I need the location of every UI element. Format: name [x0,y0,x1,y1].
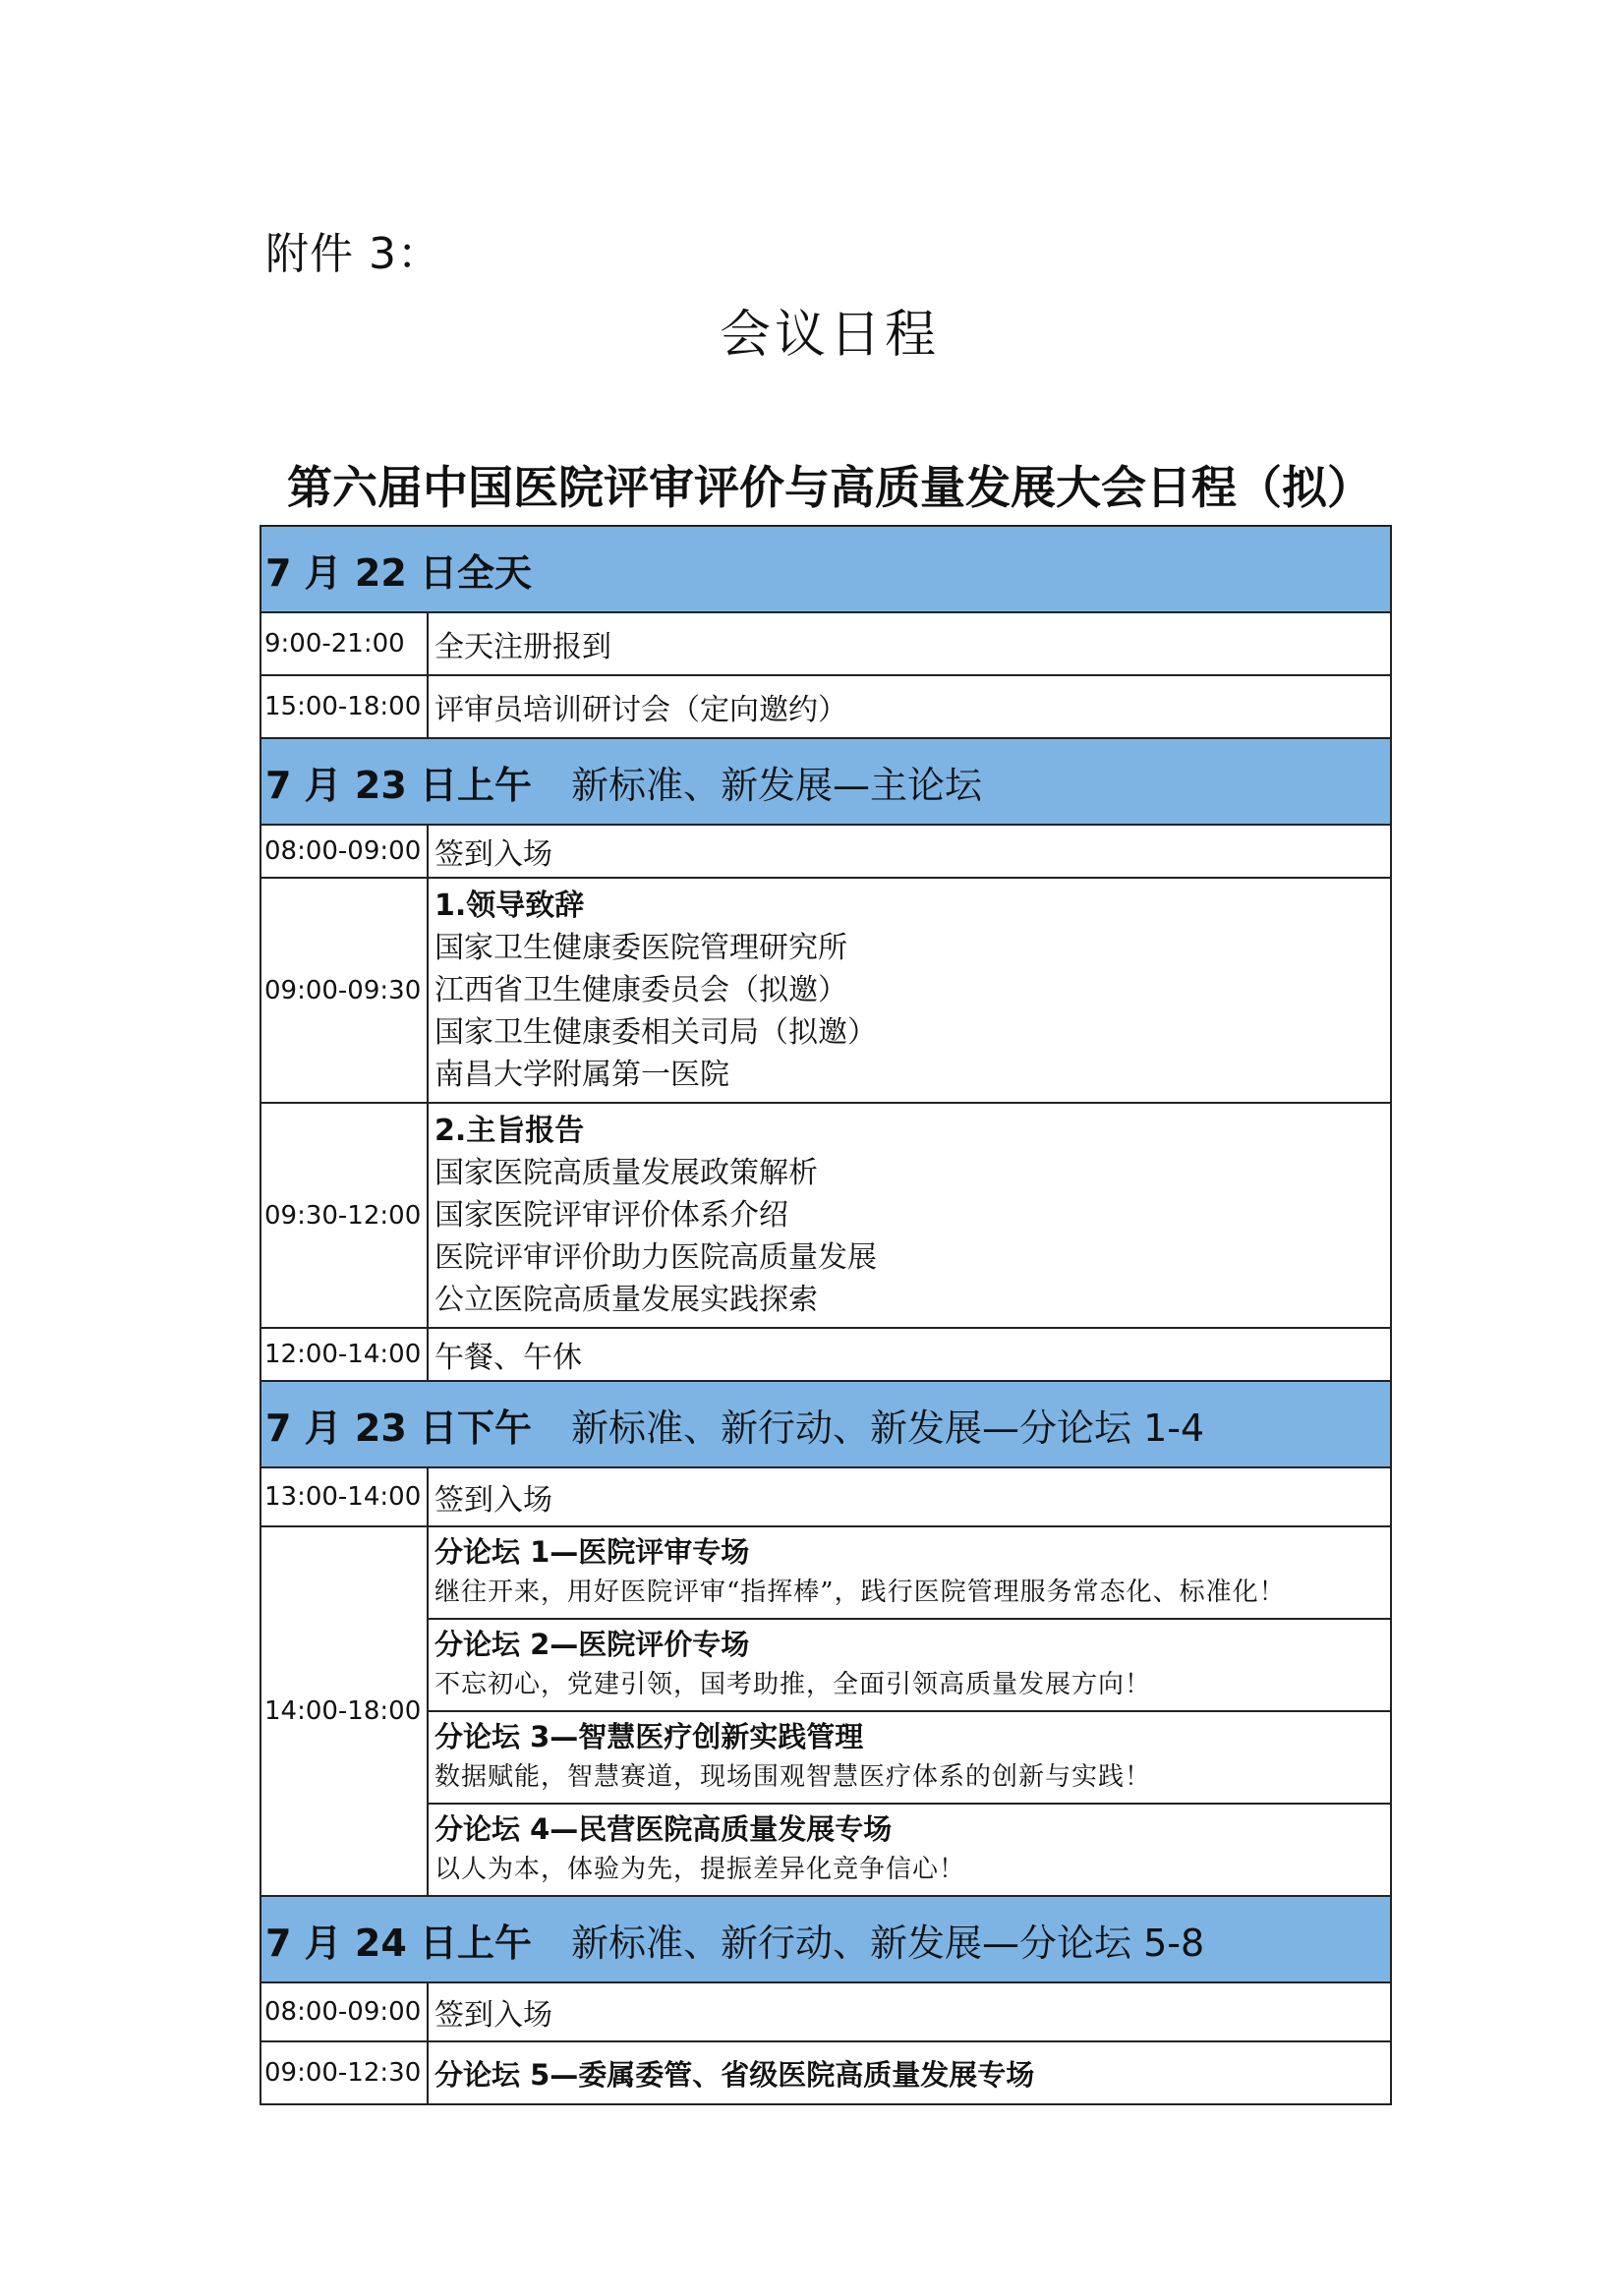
desc-cell: 全天注册报到 [428,612,1391,675]
desc-cell [428,1103,1391,1328]
forum-desc: 继往开来，用好医院评审“指挥棒”，践行医院管理服务常态化、标准化！ [434,1578,1286,1607]
table-row [260,675,1391,738]
desc-cell: 签到入场 [428,825,1391,878]
section-header-jul23-pm [260,1381,1391,1467]
desc-cell: 签到入场 [428,1467,1391,1526]
section-subtitle: 新标准、新发展—主论坛 [571,763,983,807]
section-date: 7 月 23 日上午 [265,763,533,807]
time-cell: 15:00-18:00 [260,675,428,738]
item-heading: 1.领导致辞 [434,889,585,923]
section-header-cell [260,738,1391,825]
section-header-jul22 [260,526,1391,612]
item-heading: 2.主旨报告 [434,1114,585,1148]
table-row [260,825,1391,878]
time-cell: 9:00-21:00 [260,612,428,675]
forum-block [429,1620,1390,1712]
section-header-jul24-am [260,1896,1391,1982]
forum-title: 分论坛 1—医院评审专场 [434,1535,750,1569]
desc-cell: 评审员培训研讨会（定向邀约） [428,675,1391,738]
item-line: 国家卫生健康委医院管理研究所 [434,931,847,965]
item-line: 国家医院高质量发展政策解析 [434,1156,818,1190]
desc-cell: 签到入场 [428,1982,1391,2041]
time-cell: 14:00-18:00 [260,1526,428,1896]
forum-desc: 不忘初心，党建引领，国考助推，全面引领高质量发展方向！ [434,1670,1152,1699]
desc-cell [428,878,1391,1103]
item-line: 公立医院高质量发展实践探索 [434,1283,818,1317]
forum-block [429,1805,1390,1895]
section-header-cell [260,1896,1391,1982]
time-cell: 12:00-14:00 [260,1328,428,1381]
section-subtitle: 新标准、新行动、新发展—分论坛 5-8 [571,1921,1205,1965]
forum-block [429,1527,1390,1620]
section-date: 7 月 22 日全天 [265,550,533,595]
desc-cell: 午餐、午休 [428,1328,1391,1381]
time-cell: 08:00-09:00 [260,825,428,878]
section-date: 7 月 23 日下午 [265,1406,533,1450]
section-header-jul23-am [260,738,1391,825]
time-cell: 09:00-12:30 [260,2041,428,2104]
section-header-cell [260,526,1391,612]
attachment-label: 附件 3： [265,229,441,279]
forum-title: 分论坛 2—医院评价专场 [434,1628,750,1661]
table-row [260,1467,1391,1526]
forum-title: 分论坛 3—智慧医疗创新实践管理 [434,1720,864,1753]
table-row [260,1982,1391,2041]
table-row [260,1103,1391,1328]
forum-desc: 以人为本，体验为先，提振差异化竞争信心！ [434,1855,966,1884]
schedule-table [260,525,1392,2105]
item-line: 医院评审评价助力医院高质量发展 [434,1240,877,1275]
section-subtitle: 新标准、新行动、新发展—分论坛 1-4 [571,1406,1205,1450]
item-line: 南昌大学附属第一医院 [434,1058,729,1092]
item-line: 江西省卫生健康委员会（拟邀） [434,973,847,1007]
table-row [260,1328,1391,1381]
item-line: 国家卫生健康委相关司局（拟邀） [434,1015,877,1050]
time-cell: 09:30-12:00 [260,1103,428,1328]
forum-desc: 数据赋能，智慧赛道，现场围观智慧医疗体系的创新与实践！ [434,1762,1152,1792]
table-row [260,612,1391,675]
document-title: 会议日程 [719,306,940,365]
time-cell: 13:00-14:00 [260,1467,428,1526]
table-row [260,878,1391,1103]
time-cell: 08:00-09:00 [260,1982,428,2041]
section-date: 7 月 24 日上午 [265,1921,533,1965]
table-row [260,1526,1391,1896]
time-cell: 09:00-09:30 [260,878,428,1103]
schedule-title: 第六届中国医院评审评价与高质量发展大会日程（拟） [287,461,1372,514]
forum-block [429,1712,1390,1805]
forum-title: 分论坛 4—民营医院高质量发展专场 [434,1812,893,1846]
desc-cell: 分论坛 5—委属委管、省级医院高质量发展专场 [428,2041,1391,2104]
forums-cell [428,1526,1391,1896]
section-header-cell [260,1381,1391,1467]
item-line: 国家医院评审评价体系介绍 [434,1198,788,1233]
table-row [260,2041,1391,2104]
